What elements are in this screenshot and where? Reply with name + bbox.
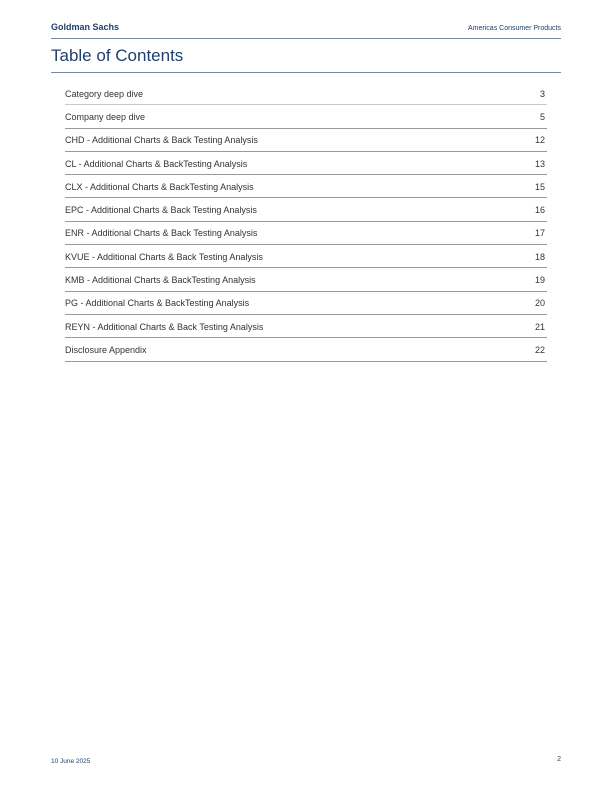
toc-entry-page: 17 — [534, 228, 545, 239]
toc-entry-label: CHD - Additional Charts & Back Testing Analysis — [65, 135, 258, 146]
toc-entry-company-deep-dive[interactable] — [65, 105, 547, 128]
page-title: Table of Contents — [51, 46, 184, 65]
toc-entry-page: 12 — [534, 135, 545, 146]
header-divider — [51, 38, 561, 39]
toc-entry-cl[interactable] — [65, 152, 547, 175]
toc-entry-page: 18 — [534, 251, 545, 262]
toc-entry-page: 20 — [534, 298, 545, 309]
toc-entry-clx[interactable] — [65, 175, 547, 198]
toc-entry-label: Category deep dive — [65, 88, 144, 99]
toc-entry-label: EPC - Additional Charts & Back Testing Analysis — [65, 205, 257, 216]
toc-entry-disclosure-appendix[interactable] — [65, 338, 547, 361]
toc-entry-enr[interactable] — [65, 222, 547, 245]
toc-entry-kvue[interactable] — [65, 245, 547, 268]
toc-entry-page: 3 — [539, 88, 545, 99]
toc-entry-label: CL - Additional Charts & BackTesting Analysis — [65, 158, 248, 169]
report-date: 10 June 2025 — [51, 758, 91, 765]
toc-entry-epc[interactable] — [65, 198, 547, 221]
toc-entry-page: 15 — [534, 181, 545, 192]
toc-entry-page: 22 — [534, 344, 545, 355]
toc-entry-label: Disclosure Appendix — [65, 344, 147, 355]
toc-entry-label: KMB - Additional Charts & BackTesting Analysis — [65, 275, 256, 286]
toc-list — [65, 82, 547, 362]
toc-entry-label: REYN - Additional Charts & Back Testing Analysis — [65, 321, 264, 332]
toc-entry-kmb[interactable] — [65, 268, 547, 291]
report-section: Americas Consumer Products — [468, 25, 561, 32]
toc-entry-page: 21 — [534, 321, 545, 332]
toc-entry-label: CLX - Additional Charts & BackTesting Analysis — [65, 181, 254, 192]
toc-entry-label: PG - Additional Charts & BackTesting Analysis — [65, 298, 250, 309]
toc-entry-page: 19 — [534, 275, 545, 286]
toc-entry-label: KVUE - Additional Charts & Back Testing Analysis — [65, 251, 263, 262]
toc-entry-pg[interactable] — [65, 292, 547, 315]
toc-entry-page: 5 — [539, 111, 545, 122]
toc-entry-label: ENR - Additional Charts & Back Testing Analysis — [65, 228, 258, 239]
toc-entry-page: 16 — [534, 205, 545, 216]
toc-entry-chd[interactable] — [65, 129, 547, 152]
toc-entry-reyn[interactable] — [65, 315, 547, 338]
toc-entry-label: Company deep dive — [65, 111, 146, 122]
page-number: 2 — [557, 756, 561, 763]
toc-entry-page: 13 — [534, 158, 545, 169]
title-divider — [51, 72, 561, 73]
brand-name: Goldman Sachs — [51, 22, 120, 32]
toc-entry-category-deep-dive[interactable] — [65, 82, 547, 105]
